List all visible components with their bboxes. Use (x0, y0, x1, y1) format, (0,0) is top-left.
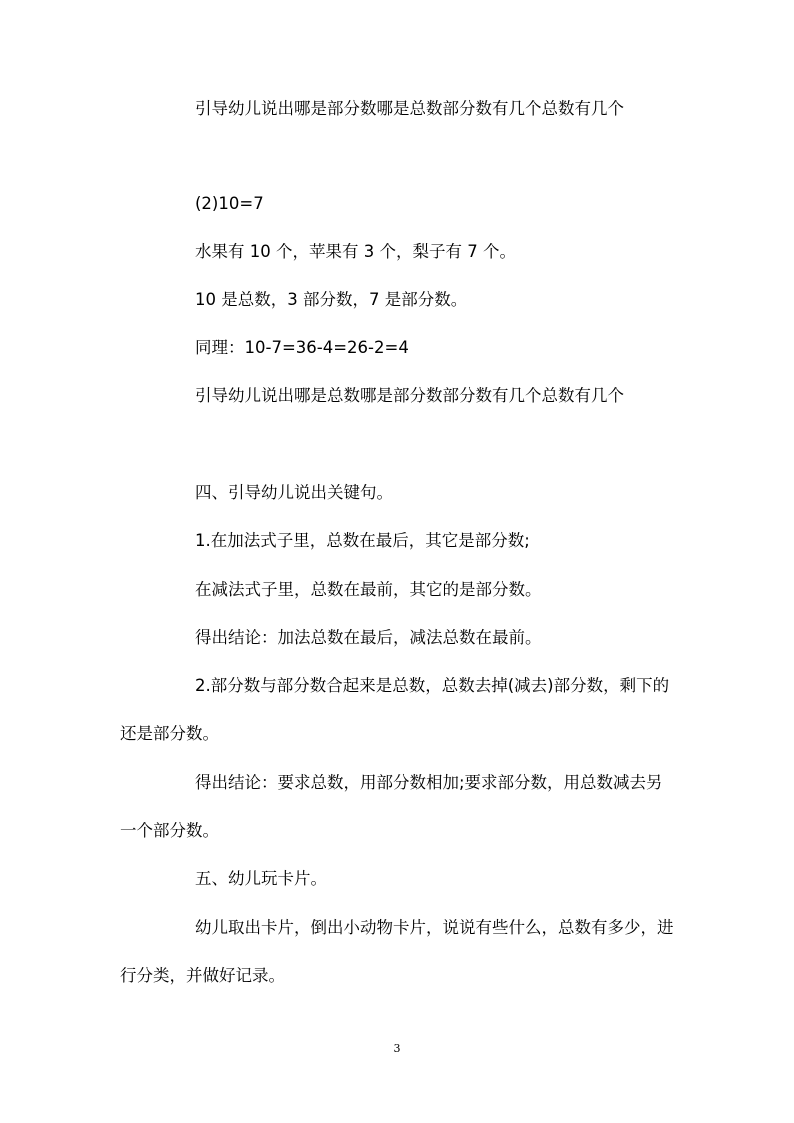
paragraph-7: 1.在加法式子里，总数在最后，其它是部分数; (195, 531, 530, 550)
paragraph-5: 同理：10-7=36-4=26-2=4 (195, 338, 409, 357)
paragraph-9: 得出结论：加法总数在最后，减法总数在最前。 (195, 628, 542, 647)
paragraph-11: 得出结论：要求总数，用部分数相加;要求部分数，用总数减去另一个部分数。 (120, 773, 663, 840)
paragraph-8: 在减法式子里，总数在最前，其它的是部分数。 (195, 580, 542, 599)
paragraph-4: 10 是总数，3 部分数，7 是部分数。 (195, 290, 468, 309)
page-number: 3 (393, 1042, 401, 1055)
section-heading-4: 四、引导幼儿说出关键句。 (195, 483, 393, 502)
paragraph-3: 水果有 10 个，苹果有 3 个，梨子有 7 个。 (195, 242, 516, 261)
paragraph-10: 2.部分数与部分数合起来是总数，总数去掉(减去)部分数，剩下的还是部分数。 (120, 676, 670, 743)
paragraph-1: 引导幼儿说出哪是部分数哪是总数部分数有几个总数有几个 (195, 99, 624, 118)
paragraph-6: 引导幼儿说出哪是总数哪是部分数部分数有几个总数有几个 (195, 386, 624, 405)
paragraph-2: (2)10=7 (195, 194, 264, 213)
paragraph-12: 幼儿取出卡片，倒出小动物卡片，说说有些什么，总数有多少，进行分类，并做好记录。 (120, 918, 674, 985)
section-heading-5: 五、幼儿玩卡片。 (195, 869, 327, 888)
